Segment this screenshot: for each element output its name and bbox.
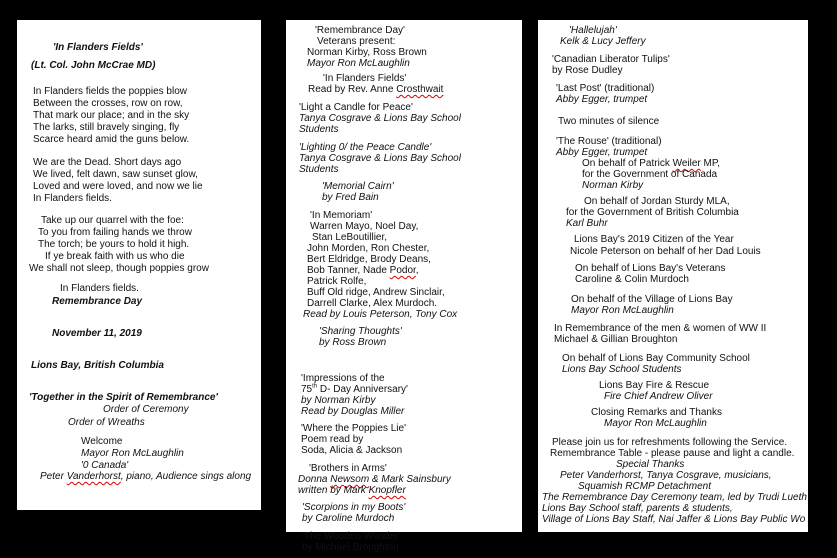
tulips-author: by Rose Dudley <box>552 65 623 76</box>
school-wreath: On behalf of Lions Bay Community School <box>562 353 750 364</box>
thanks-line: Peter Vanderhorst, Tanya Cosgrave, musicians, <box>560 470 772 481</box>
lastpost-title: 'Last Post' (traditional) <box>556 83 655 94</box>
poem-line: Take up our quarrel with the foe: <box>41 215 184 226</box>
scorpions-author: by Caroline Murdoch <box>302 513 395 524</box>
poem-line: We lived, felt dawn, saw sunset glow, <box>33 169 198 180</box>
tulips-title: 'Canadian Liberator Tulips' <box>552 54 670 65</box>
poem-line: Loved and were loved, and now we lie <box>33 181 203 192</box>
weiler-wreath: for the Government of Canada <box>582 169 718 180</box>
veterans-title: 'Remembrance Day' <box>315 25 405 36</box>
poem-title: 'In Flanders Fields' <box>53 42 143 53</box>
candle-performers: Tanya Cosgrave & Lions Bay School <box>299 113 461 124</box>
impressions-reader: Read by Douglas Miller <box>301 406 405 417</box>
ww2-wreath: In Remembrance of the men & women of WW II <box>554 323 767 334</box>
event-name: Remembrance Day <box>52 296 143 307</box>
event-theme: 'Together in the Spirit of Remembrance' <box>29 392 218 403</box>
sharing-author: by Ross Brown <box>319 337 387 348</box>
poem-line: If ye break faith with us who die <box>45 251 185 262</box>
impressions-author: by Norman Kirby <box>301 395 376 406</box>
closing-remarks: Closing Remarks and Thanks <box>591 407 722 418</box>
closing-speaker: Mayor Ron McLaughlin <box>604 418 707 429</box>
poem-closing-line: In Flanders fields. <box>60 283 139 294</box>
welcome-heading: Welcome <box>81 436 123 447</box>
poem-line: Between the crosses, row on row, <box>33 98 183 109</box>
brothers-writer: written by Mark Knopfler <box>298 485 406 496</box>
refreshments-note: Please join us for refreshments following the Service. <box>552 437 788 448</box>
event-date: November 11, 2019 <box>52 328 142 339</box>
ww2-wreath: Michael & Gillian Broughton <box>554 334 678 345</box>
flanders-reader: Read by Rev. Anne Crosthwait <box>308 84 444 95</box>
silence: Two minutes of silence <box>558 116 660 127</box>
fire-wreath-bearer: Fire Chief Andrew Oliver <box>604 391 713 402</box>
thanks-line: Village of Lions Bay Staff, Nai Jaffer & Lions Bay Public Wo <box>542 514 806 525</box>
poem-line: To you from failing hands we throw <box>38 227 192 238</box>
memoriam-names: John Morden, Ron Chester, <box>307 243 430 254</box>
event-location: Lions Bay, British Columbia <box>31 360 164 371</box>
veterans-wreath: Caroline & Colin Murdoch <box>575 274 689 285</box>
lighting-performers: Students <box>299 164 339 175</box>
sturdy-wreath-bearer: Karl Buhr <box>566 218 608 229</box>
weiler-wreath: On behalf of Patrick Weiler MP, <box>582 158 721 169</box>
memoriam-names: Bert Eldridge, Brody Deans, <box>307 254 431 265</box>
veterans-mayor: Mayor Ron McLaughlin <box>307 58 410 69</box>
impressions-title: 'Impressions of the <box>301 373 385 384</box>
remembrance-table-note: Remembrance Table - please pause and light a candle. <box>550 448 795 459</box>
sharing-title: 'Sharing Thoughts' <box>319 326 402 337</box>
sturdy-wreath: On behalf of Jordan Sturdy MLA, <box>584 196 730 207</box>
poppies-line: Poem read by <box>301 434 364 445</box>
wooden-author: by Michael Broughton <box>302 542 399 553</box>
poem-author: (Lt. Col. John McCrae MD) <box>31 60 156 71</box>
village-wreath-bearer: Mayor Ron McLaughlin <box>571 305 674 316</box>
thanks-line: Lions Bay School staff, parents & students, <box>542 503 733 514</box>
memoriam-names: Warren Mayo, Noel Day, <box>310 221 419 232</box>
memoriam-readers: Read by Louis Peterson, Tony Cox <box>303 309 458 320</box>
order-wreaths-heading: Order of Wreaths <box>68 417 145 428</box>
memoriam-names: Stan LeBoutillier, <box>312 232 388 243</box>
order-ceremony-heading: Order of Ceremony <box>103 404 189 415</box>
cairn-title: 'Memorial Cairn' <box>322 181 394 192</box>
wooden-title: 'The Wooden Wonder' <box>302 531 401 542</box>
program-panel-left <box>17 20 261 510</box>
poem-line: Scarce heard amid the guns below. <box>33 134 190 145</box>
poem-line: The torch; be yours to hold it high. <box>38 239 190 250</box>
memoriam-names: Darrell Clarke, Alex Murdoch. <box>307 298 438 309</box>
memoriam-names: Bob Tanner, Nade Podor, <box>307 265 419 276</box>
weiler-wreath-bearer: Norman Kirby <box>582 180 644 191</box>
poem-line: In Flanders fields the poppies blow <box>33 86 187 97</box>
rouse-performer: Abby Egger, trumpet <box>556 147 648 158</box>
scorpions-title: 'Scorpions in my Boots' <box>302 502 406 513</box>
lighting-title: 'Lighting 0/ the Peace Candle' <box>299 142 432 153</box>
impressions-title-cont: 75th D- Day Anniversary' <box>301 383 408 395</box>
program-panel-right <box>538 20 808 532</box>
poem-line: The larks, still bravely singing, fly <box>33 122 180 133</box>
village-wreath: On behalf of the Village of Lions Bay <box>571 294 733 305</box>
lighting-performers: Tanya Cosgrave & Lions Bay School <box>299 153 461 164</box>
memoriam-names: Buff Old ridge, Andrew Sinclair, <box>307 287 445 298</box>
anthem-title: '0 Canada' <box>81 460 129 471</box>
memoriam-names: Patrick Rolfe, <box>307 276 367 287</box>
poem-line: That mark our place; and in the sky <box>33 110 190 121</box>
welcome-by: Mayor Ron McLaughlin <box>81 448 184 459</box>
poem-line: In Flanders fields. <box>33 193 112 204</box>
brothers-title: 'Brothers in Arms' <box>309 463 387 474</box>
hallelujah-performers: Kelk & Lucy Jeffery <box>560 36 646 47</box>
citizen-wreath: Nicole Peterson on behalf of her Dad Louis <box>570 246 761 257</box>
candle-title: 'Light a Candle for Peace' <box>299 102 413 113</box>
cairn-author: by Fred Bain <box>322 192 379 203</box>
citizen-wreath: Lions Bay's 2019 Citizen of the Year <box>574 234 734 245</box>
poem-line: We shall not sleep, though poppies grow <box>29 263 209 274</box>
candle-performers: Students <box>299 124 339 135</box>
memoriam-title: 'In Memoriam' <box>310 210 373 221</box>
special-thanks-heading: Special Thanks <box>616 459 685 470</box>
anthem-performers: Peter Vanderhorst, piano, Audience sings along <box>40 471 252 482</box>
fire-wreath: Lions Bay Fire & Rescue <box>599 380 710 391</box>
thanks-line: The Remembrance Day Ceremony team, led by Trudi Lueth <box>542 492 807 503</box>
sturdy-wreath: for the Government of British Columbia <box>566 207 739 218</box>
program-panel-middle <box>286 20 522 553</box>
brothers-performers: Donna Newsom & Mark Sainsbury <box>298 474 451 485</box>
school-wreath-bearer: Lions Bay School Students <box>562 364 682 375</box>
poppies-readers: Soda, Alicia & Jackson <box>301 445 403 456</box>
veterans-names: Norman Kirby, Ross Brown <box>307 47 427 58</box>
poppies-title: 'Where the Poppies Lie' <box>301 423 406 434</box>
flanders-title: 'In Flanders Fields' <box>323 73 407 84</box>
hallelujah-title: 'Hallelujah' <box>569 25 617 36</box>
poem-line: We are the Dead. Short days ago <box>33 157 182 168</box>
lastpost-performer: Abby Egger, trumpet <box>556 94 648 105</box>
veterans-present: Veterans present: <box>317 36 396 47</box>
rouse-title: 'The Rouse' (traditional) <box>556 136 662 147</box>
thanks-line: Squamish RCMP Detachment <box>578 481 712 492</box>
veterans-wreath: On behalf of Lions Bay's Veterans <box>575 263 726 274</box>
